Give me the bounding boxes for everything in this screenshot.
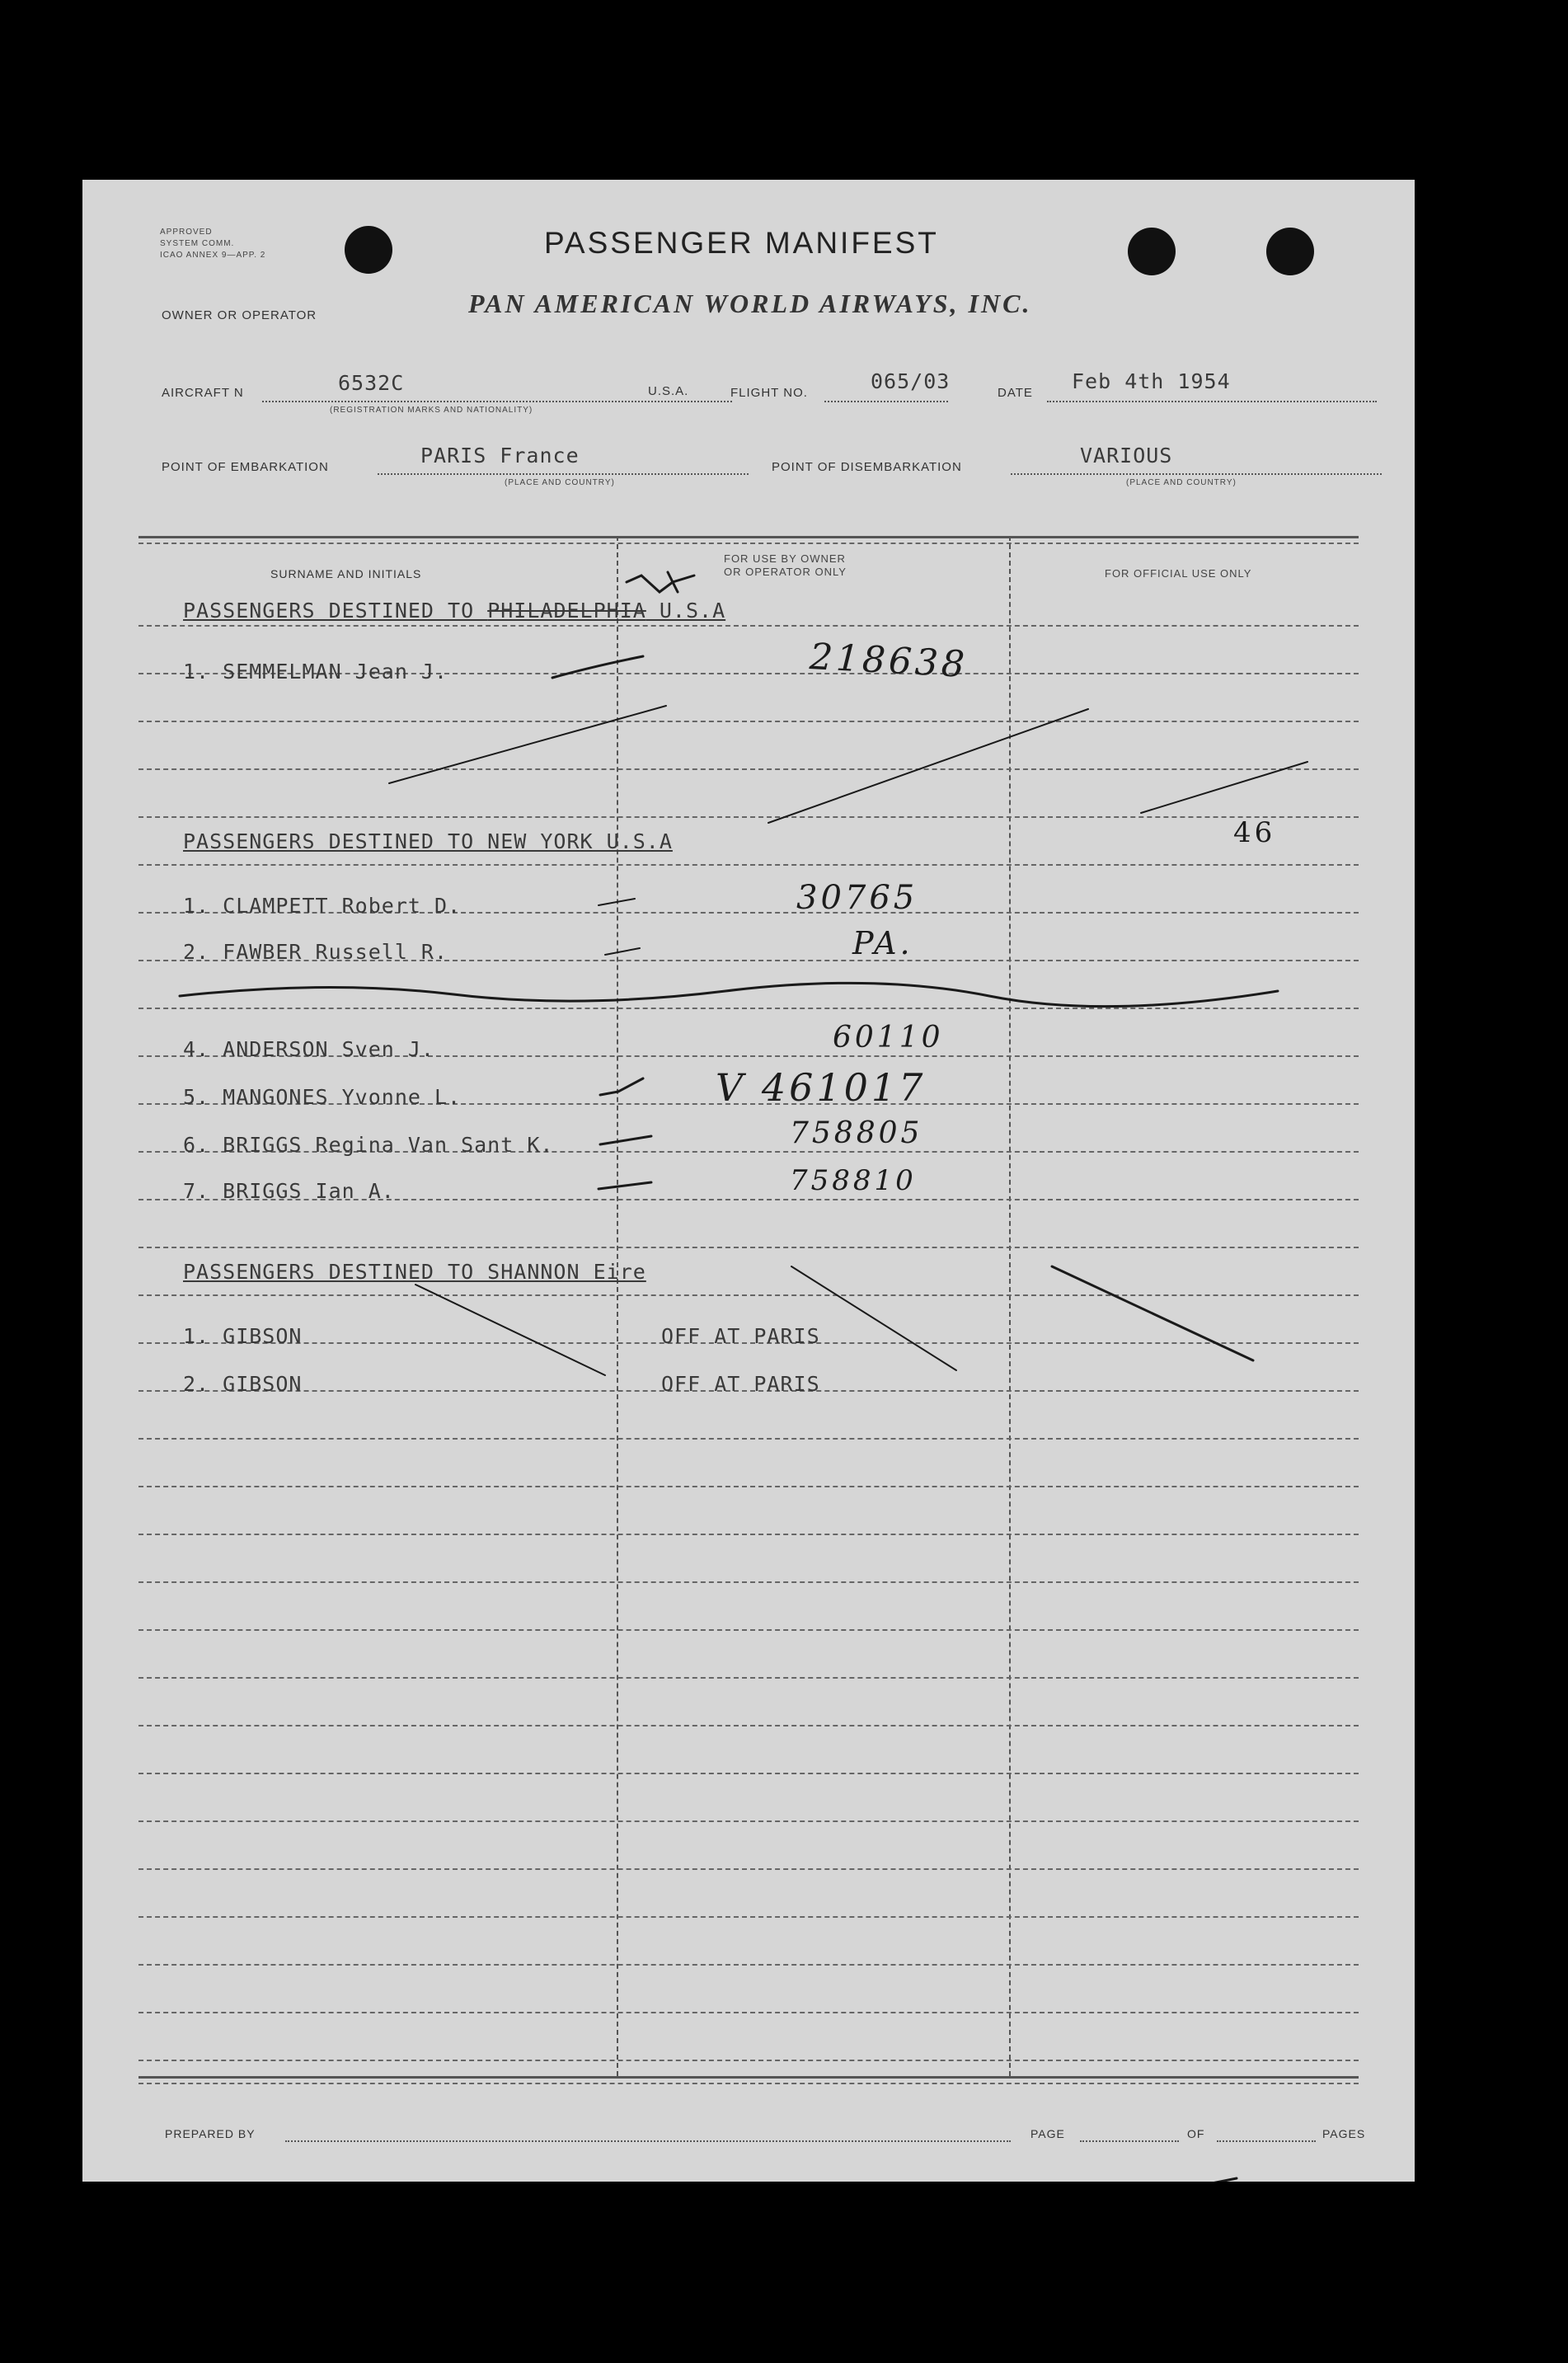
passenger-owner-note: 60110 xyxy=(833,1021,944,1055)
page-label: PAGE xyxy=(1030,2127,1065,2140)
manifest-sheet xyxy=(82,180,1415,2182)
tick-stroke xyxy=(599,1182,651,1189)
passenger-name: 1. CLAMPETT Robert D. xyxy=(183,894,462,918)
embark-value: PARIS France xyxy=(420,444,580,467)
passenger-name: 2. FAWBER Russell R. xyxy=(183,940,448,964)
cross-out-stroke xyxy=(389,706,666,783)
passenger-owner-note: OFF AT PARIS xyxy=(661,1324,820,1348)
pen-marks xyxy=(82,180,1415,2182)
column-header-owner-line-2: OR OPERATOR ONLY xyxy=(724,566,847,578)
passenger-owner-note: 758805 xyxy=(790,1116,923,1150)
aircraft-label: AIRCRAFT N xyxy=(162,386,244,400)
section-heading-pre: PASSENGERS DESTINED TO xyxy=(183,599,488,622)
disembark-value: VARIOUS xyxy=(1080,444,1173,467)
cross-out-stroke xyxy=(768,709,1088,823)
flight-value: 065/03 xyxy=(871,369,951,393)
column-header-official: FOR OFFICIAL USE ONLY xyxy=(1105,567,1252,580)
registration-caption: (REGISTRATION MARKS AND NATIONALITY) xyxy=(330,406,533,415)
check-mark xyxy=(600,1078,643,1095)
passenger-name: 1. GIBSON xyxy=(183,1324,303,1348)
approval-line-3: ICAO ANNEX 9—APP. 2 xyxy=(160,251,266,260)
owner-label: OWNER OR OPERATOR xyxy=(162,308,317,322)
stray-mark xyxy=(1195,2178,1237,2182)
official-use-note: 46 xyxy=(1233,816,1276,849)
date-label: DATE xyxy=(998,386,1033,400)
passenger-name: 2. GIBSON xyxy=(183,1372,303,1396)
check-mark xyxy=(627,575,694,592)
passenger-owner-note: 30765 xyxy=(796,879,918,917)
page-title: PASSENGER MANIFEST xyxy=(544,226,939,260)
section-heading-shannon: PASSENGERS DESTINED TO SHANNON Eire xyxy=(183,1260,646,1284)
passenger-owner-note: PA. xyxy=(852,925,913,961)
pages-label: PAGES xyxy=(1322,2127,1366,2140)
column-header-surname: SURNAME AND INITIALS xyxy=(270,567,422,580)
disembark-label: POINT OF DISEMBARKATION xyxy=(772,460,962,474)
approval-line-1: APPROVED xyxy=(160,228,213,237)
approval-line-2: SYSTEM COMM. xyxy=(160,239,235,248)
cross-out-stroke xyxy=(791,1266,956,1370)
date-value: Feb 4th 1954 xyxy=(1072,369,1231,393)
disembark-caption: (PLACE AND COUNTRY) xyxy=(1126,478,1237,487)
section-heading-struck: PHILADELPHIA xyxy=(487,599,646,622)
wavy-strike-line xyxy=(180,983,1278,1006)
company-name: PAN AMERICAN WORLD AIRWAYS, INC. xyxy=(468,289,1032,318)
usa-label: U.S.A. xyxy=(648,384,689,398)
passenger-owner-note: 218638 xyxy=(808,636,969,686)
passenger-name: 4. ANDERSON Sven J. xyxy=(183,1037,434,1061)
embark-caption: (PLACE AND COUNTRY) xyxy=(505,478,615,487)
prepared-by-label: PREPARED BY xyxy=(165,2127,256,2140)
cross-out-stroke xyxy=(1052,1266,1253,1360)
passenger-name: 6. BRIGGS Regina Van Sant K. xyxy=(183,1133,554,1157)
flight-label: FLIGHT NO. xyxy=(730,386,808,400)
passenger-name: 5. MANGONES Yvonne L. xyxy=(183,1085,462,1109)
aircraft-value: 6532C xyxy=(338,371,405,395)
section-heading-new-york: PASSENGERS DESTINED TO NEW YORK U.S.A xyxy=(183,829,673,853)
tick-stroke xyxy=(599,899,635,905)
cross-out-stroke xyxy=(1141,762,1307,813)
passenger-name: 1. SEMMELMAN Jean J. xyxy=(183,660,448,684)
passenger-owner-note: V 461017 xyxy=(716,1065,927,1110)
passenger-name: 7. BRIGGS Ian A. xyxy=(183,1179,395,1203)
tick-stroke xyxy=(552,656,643,678)
section-heading-post: U.S.A xyxy=(646,599,726,622)
passenger-owner-note: 758810 xyxy=(790,1164,917,1197)
tick-stroke xyxy=(605,948,640,955)
cross-out-stroke xyxy=(415,1285,605,1375)
passenger-owner-note: OFF AT PARIS xyxy=(661,1372,820,1396)
embark-label: POINT OF EMBARKATION xyxy=(162,460,329,474)
tick-stroke xyxy=(600,1136,651,1144)
column-header-owner-line-1: FOR USE BY OWNER xyxy=(724,552,846,565)
of-label: OF xyxy=(1187,2127,1205,2140)
